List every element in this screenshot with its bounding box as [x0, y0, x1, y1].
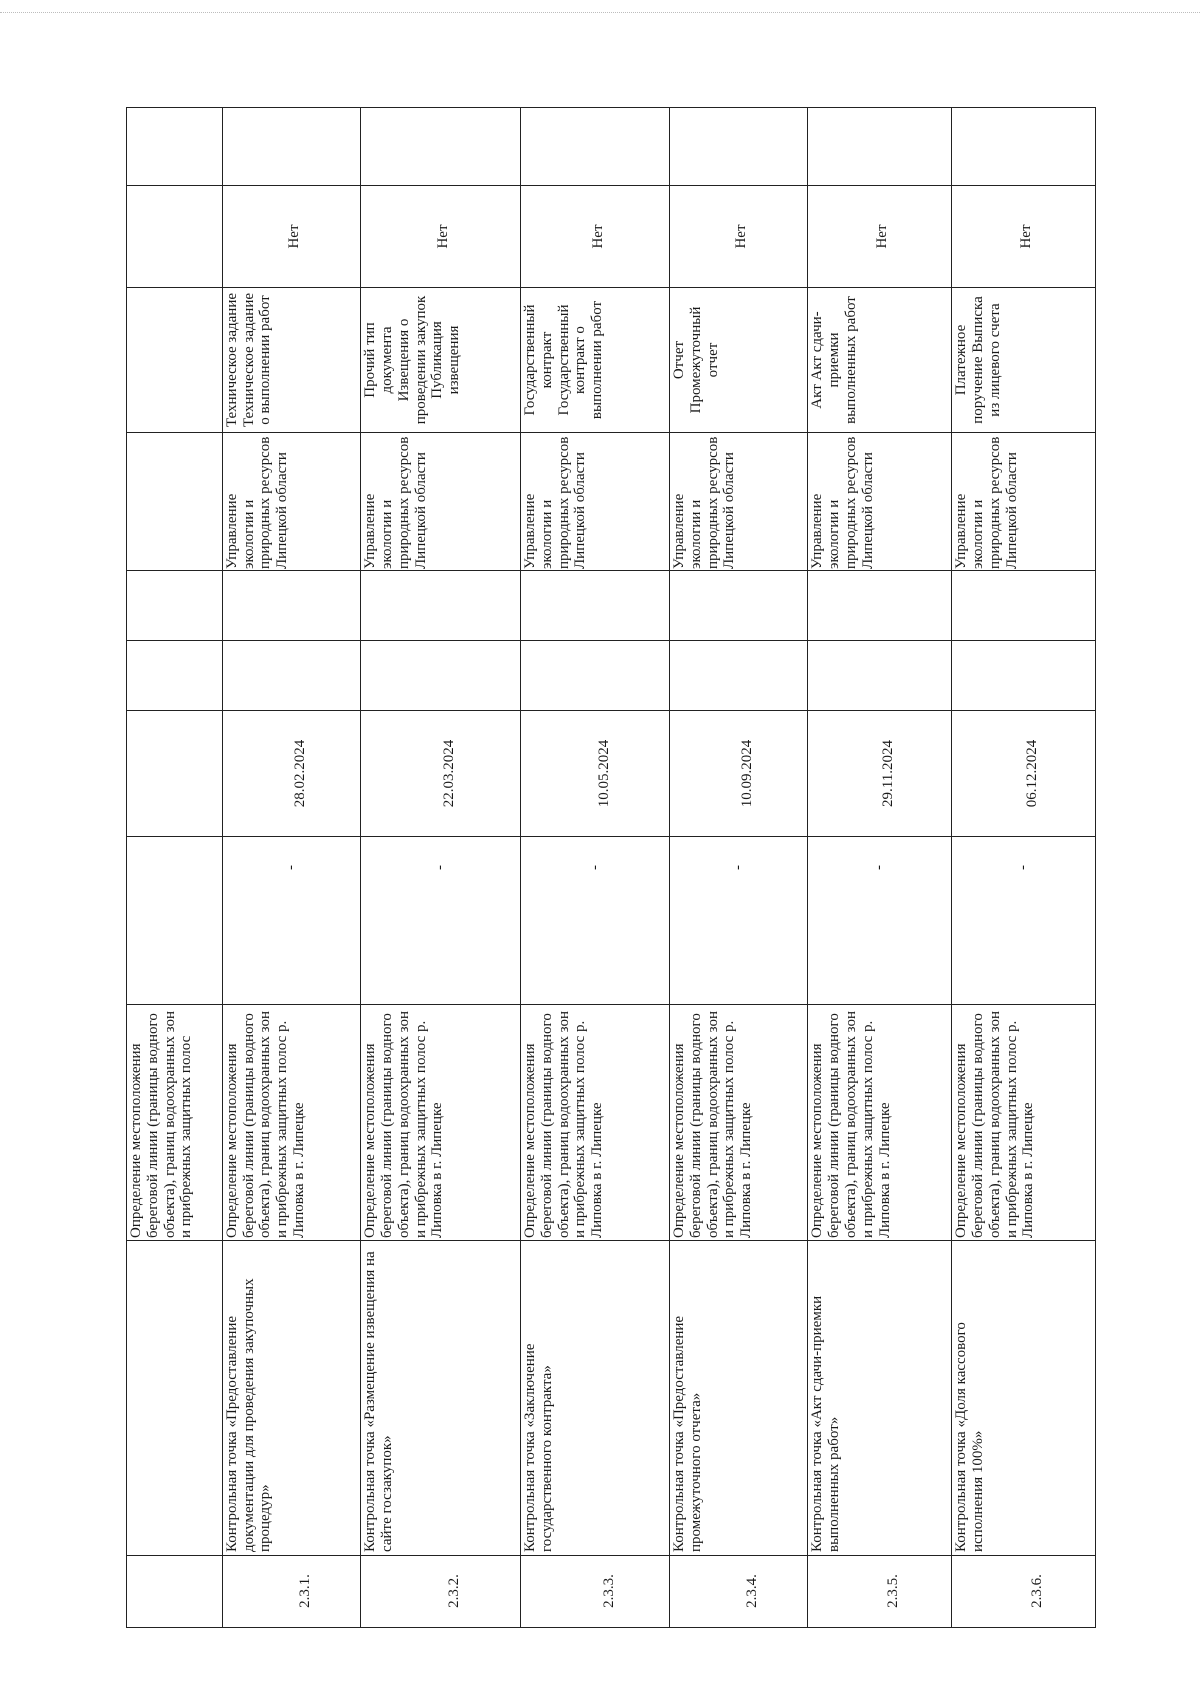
empty-cell — [808, 571, 952, 641]
cell-empty-c — [127, 108, 223, 186]
row-number: 2.3.4. — [670, 1556, 808, 1628]
description-cell: Определение местоположения береговой линии (границы водного объекта), границ водоохранных зон и прибрежных защитных полос р. Липовка в г. Липецке — [222, 1005, 360, 1241]
empty-cell — [952, 641, 1096, 711]
cell-document — [127, 288, 223, 433]
empty-cell — [520, 641, 669, 711]
cell-description: Определение местоположения береговой линии (границы водного объекта), границ водоохранных зон и прибрежных защитных полос — [127, 1005, 223, 1241]
empty-cell — [808, 108, 952, 186]
checkpoint-cell: Контрольная точка «Предоставление документации для проведения закупочных процедур» — [222, 1241, 360, 1556]
table-row — [361, 108, 521, 1628]
checkpoint-cell: Контрольная точка «Акт сдачи-приемки выполненных работ» — [808, 1241, 952, 1556]
flag-cell: Нет — [808, 186, 952, 288]
table-row-continuation — [127, 108, 223, 1628]
cell-empty-b — [127, 571, 223, 641]
empty-cell — [808, 641, 952, 711]
row-number: 2.3.5. — [808, 1556, 952, 1628]
description-cell: Определение местоположения береговой линии (границы водного объекта), границ водоохранных зон и прибрежных защитных полос р. Липовка в г. Липецке — [670, 1005, 808, 1241]
flag-cell: Нет — [520, 186, 669, 288]
cell-dash — [127, 837, 223, 1005]
empty-cell — [520, 571, 669, 641]
responsible-cell: Управление экологии и природных ресурсов Липецкой области — [222, 433, 360, 571]
cell-flag — [127, 186, 223, 288]
flag-cell: Нет — [670, 186, 808, 288]
responsible-cell: Управление экологии и природных ресурсов Липецкой области — [670, 433, 808, 571]
scan-edge-line — [0, 12, 1200, 13]
table-row — [952, 108, 1096, 1628]
row-number: 2.3.6. — [952, 1556, 1096, 1628]
dash-cell: - — [808, 837, 952, 1005]
cell-checkpoint — [127, 1241, 223, 1556]
dash-cell: - — [222, 837, 360, 1005]
document-cell: Прочий тип документа Извещения о проведении закупок Публикация извещения — [361, 288, 521, 433]
date-cell: 22.03.2024 — [361, 711, 521, 837]
cell-number — [127, 1556, 223, 1628]
table-row — [222, 108, 360, 1628]
document-cell: Государственный контракт Государственный контракт о выполнении работ — [520, 288, 669, 433]
checkpoint-cell: Контрольная точка «Размещение извещения на сайте госзакупок» — [361, 1241, 521, 1556]
document-cell: Техническое задание Техническое задание о выполнении работ — [222, 288, 360, 433]
document-cell: Платежное поручение Выписка из лицевого счета — [952, 288, 1096, 433]
cell-date — [127, 711, 223, 837]
responsible-cell: Управление экологии и природных ресурсов Липецкой области — [808, 433, 952, 571]
checkpoint-cell: Контрольная точка «Заключение государственного контракта» — [520, 1241, 669, 1556]
description-cell: Определение местоположения береговой линии (границы водного объекта), границ водоохранных зон и прибрежных защитных полос р. Липовка в г. Липецке — [952, 1005, 1096, 1241]
checkpoint-cell: Контрольная точка «Доля кассового исполнения 100%» — [952, 1241, 1096, 1556]
date-cell: 29.11.2024 — [808, 711, 952, 837]
control-points-table — [126, 107, 1096, 1628]
responsible-cell: Управление экологии и природных ресурсов Липецкой области — [361, 433, 521, 571]
table-row — [670, 108, 808, 1628]
dash-cell: - — [670, 837, 808, 1005]
description-cell: Определение местоположения береговой линии (границы водного объекта), границ водоохранных зон и прибрежных защитных полос р. Липовка в г. Липецке — [520, 1005, 669, 1241]
empty-cell — [361, 108, 521, 186]
description-cell: Определение местоположения береговой линии (границы водного объекта), границ водоохранных зон и прибрежных защитных полос р. Липовка в г. Липецке — [808, 1005, 952, 1241]
dash-cell: - — [520, 837, 669, 1005]
empty-cell — [222, 108, 360, 186]
date-cell: 10.05.2024 — [520, 711, 669, 837]
document-cell: Акт Акт сдачи-приемки выполненных работ — [808, 288, 952, 433]
empty-cell — [952, 571, 1096, 641]
responsible-cell: Управление экологии и природных ресурсов Липецкой области — [952, 433, 1096, 571]
empty-cell — [222, 641, 360, 711]
cell-empty-a — [127, 641, 223, 711]
date-cell: 28.02.2024 — [222, 711, 360, 837]
date-cell: 10.09.2024 — [670, 711, 808, 837]
empty-cell — [222, 571, 360, 641]
dash-cell: - — [952, 837, 1096, 1005]
document-cell: Отчет Промежуточный отчет — [670, 288, 808, 433]
description-cell: Определение местоположения береговой линии (границы водного объекта), границ водоохранных зон и прибрежных защитных полос р. Липовка в г. Липецке — [361, 1005, 521, 1241]
date-cell: 06.12.2024 — [952, 711, 1096, 837]
responsible-cell: Управление экологии и природных ресурсов Липецкой области — [520, 433, 669, 571]
table-row — [808, 108, 952, 1628]
row-number: 2.3.3. — [520, 1556, 669, 1628]
flag-cell: Нет — [361, 186, 521, 288]
row-number: 2.3.1. — [222, 1556, 360, 1628]
flag-cell: Нет — [222, 186, 360, 288]
flag-cell: Нет — [952, 186, 1096, 288]
row-number: 2.3.2. — [361, 1556, 521, 1628]
empty-cell — [361, 641, 521, 711]
empty-cell — [670, 108, 808, 186]
checkpoint-cell: Контрольная точка «Предоставление промежуточного отчета» — [670, 1241, 808, 1556]
dash-cell: - — [361, 837, 521, 1005]
empty-cell — [520, 108, 669, 186]
empty-cell — [361, 571, 521, 641]
cell-responsible — [127, 433, 223, 571]
empty-cell — [952, 108, 1096, 186]
empty-cell — [670, 641, 808, 711]
table-row — [520, 108, 669, 1628]
empty-cell — [670, 571, 808, 641]
